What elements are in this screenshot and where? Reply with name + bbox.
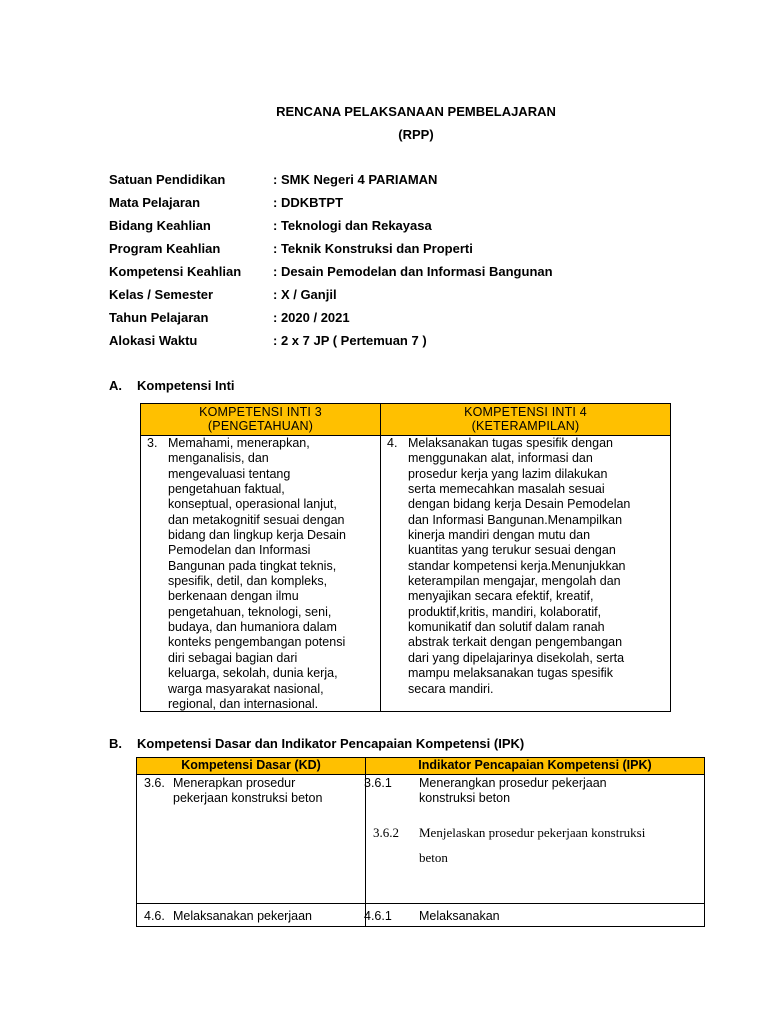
ipk-4-6-1-number: 4.6.1 xyxy=(364,909,392,923)
ki4-number: 4. xyxy=(387,436,398,450)
section-b-title: Kompetensi Dasar dan Indikator Pencapaian Kompetensi (IPK) xyxy=(137,736,525,751)
ki3-header-line1: KOMPETENSI INTI 3 xyxy=(199,405,322,419)
ipk-4-6-cell xyxy=(366,904,705,927)
document-subtitle: (RPP) xyxy=(398,127,434,142)
kd-4-6-cell xyxy=(137,904,366,927)
section-a-letter: A. xyxy=(109,378,122,393)
kd-3-6-text: Menerapkan prosedur pekerjaan konstruksi beton xyxy=(173,776,323,805)
ipk-3-6-1-text: Menerangkan prosedur pekerjaan konstruksi beton xyxy=(419,776,607,805)
kompetensi-inti-table xyxy=(140,403,671,712)
kd-header: Kompetensi Dasar (KD) xyxy=(137,758,366,775)
identity-label-kompetensi: Kompetensi Keahlian xyxy=(109,264,242,279)
identity-label-bidang: Bidang Keahlian xyxy=(109,218,211,233)
identity-label-alokasi: Alokasi Waktu xyxy=(109,333,198,348)
identity-value-program: : Teknik Konstruksi dan Properti xyxy=(273,241,473,256)
identity-label-satuan: Satuan Pendidikan xyxy=(109,172,226,187)
ipk-header: Indikator Pencapaian Kompetensi (IPK) xyxy=(366,758,705,775)
kd-4-6-number: 4.6. xyxy=(144,909,165,923)
ki-content-row xyxy=(141,436,671,712)
ipk-3-6-2-number: 3.6.2 xyxy=(373,825,399,840)
identity-value-mapel: : DDKBTPT xyxy=(273,195,344,210)
kd-3-6-number: 3.6. xyxy=(144,776,165,790)
ki4-header-line2: (KETERAMPILAN) xyxy=(471,419,580,433)
ipk-3-6-1-number: 3.6.1 xyxy=(364,776,392,790)
ki4-header-line1: KOMPETENSI INTI 4 xyxy=(464,405,587,419)
kd-row-3-6 xyxy=(137,775,705,904)
identity-value-alokasi: : 2 x 7 JP ( Pertemuan 7 ) xyxy=(273,333,427,348)
identity-label-mapel: Mata Pelajaran xyxy=(109,195,201,210)
ipk-4-6-1-text: Melaksanakan xyxy=(419,909,500,923)
ipk-3-6-2-text-line2: beton xyxy=(419,850,448,865)
identity-label-kelas: Kelas / Semester xyxy=(109,287,214,302)
section-a-title: Kompetensi Inti xyxy=(137,378,235,393)
kd-4-6-text: Melaksanakan pekerjaan xyxy=(173,909,312,923)
ki4-cell xyxy=(381,436,671,712)
ipk-3-6-2-text-line1: Menjelaskan prosedur pekerjaan konstruksi xyxy=(419,825,646,840)
identity-value-tahun: : 2020 / 2021 xyxy=(273,310,350,325)
kompetensi-dasar-table xyxy=(136,757,705,927)
kd-3-6-cell xyxy=(137,775,366,904)
identity-label-program: Program Keahlian xyxy=(109,241,221,256)
ki-header-row xyxy=(141,404,671,436)
ki4-header xyxy=(381,404,671,436)
identity-value-kompetensi: : Desain Pemodelan dan Informasi Bangunan xyxy=(273,264,553,279)
identity-label-tahun: Tahun Pelajaran xyxy=(109,310,209,325)
identity-value-kelas: : X / Ganjil xyxy=(273,287,337,302)
section-b-letter: B. xyxy=(109,736,122,751)
identity-value-satuan: : SMK Negeri 4 PARIAMAN xyxy=(273,172,438,187)
ki3-number: 3. xyxy=(147,436,158,450)
ki3-text: Memahami, menerapkan, menganalisis, dan mengevaluasi tentang pengetahuan faktual, konseptual, operasional lanjut, dan metakognitif sesuai dengan bidang dan lingkup kerja Desain Pemodelan dan Informasi Bangunan pada tingkat teknis, spesifik, detil, dan kompleks, berkenaan dengan ilmu pengetahuan, teknologi, seni, budaya, dan humaniora dalam konteks pengembangan potensi diri sebagai bagian dari keluarga, sekolah, dunia kerja, warga masyarakat nasional, regional, dan internasional. xyxy=(168,436,346,711)
kd-header-row xyxy=(137,758,705,775)
ki3-header-line2: (PENGETAHUAN) xyxy=(207,419,314,433)
ki4-text: Melaksanakan tugas spesifik dengan menggunakan alat, informasi dan prosedur kerja yang lazim dilakukan serta memecahkan masalah sesuai dengan bidang kerja Desain Pemodelan dan Informasi Bangunan.Menampilkan kinerja mandiri dengan mutu dan kuantitas yang terukur sesuai dengan standar kompetensi kerja.Menunjukkan keterampilan mengajar, mengolah dan menyajikan secara efektif, kreatif, produktif,kritis, mandiri, kolaboratif, komunikatif dan solutif dalam ranah abstrak terkait dengan pengembangan dari yang dipelajarinya disekolah, serta mampu melaksanakan tugas spesifik secara mandiri. xyxy=(408,436,631,696)
kd-row-4-6 xyxy=(137,904,705,927)
ki3-header xyxy=(141,404,381,436)
document-title: RENCANA PELAKSANAAN PEMBELAJARAN xyxy=(276,104,556,119)
ipk-3-6-cell xyxy=(366,775,705,904)
identity-value-bidang: : Teknologi dan Rekayasa xyxy=(273,218,432,233)
ki3-cell xyxy=(141,436,381,712)
